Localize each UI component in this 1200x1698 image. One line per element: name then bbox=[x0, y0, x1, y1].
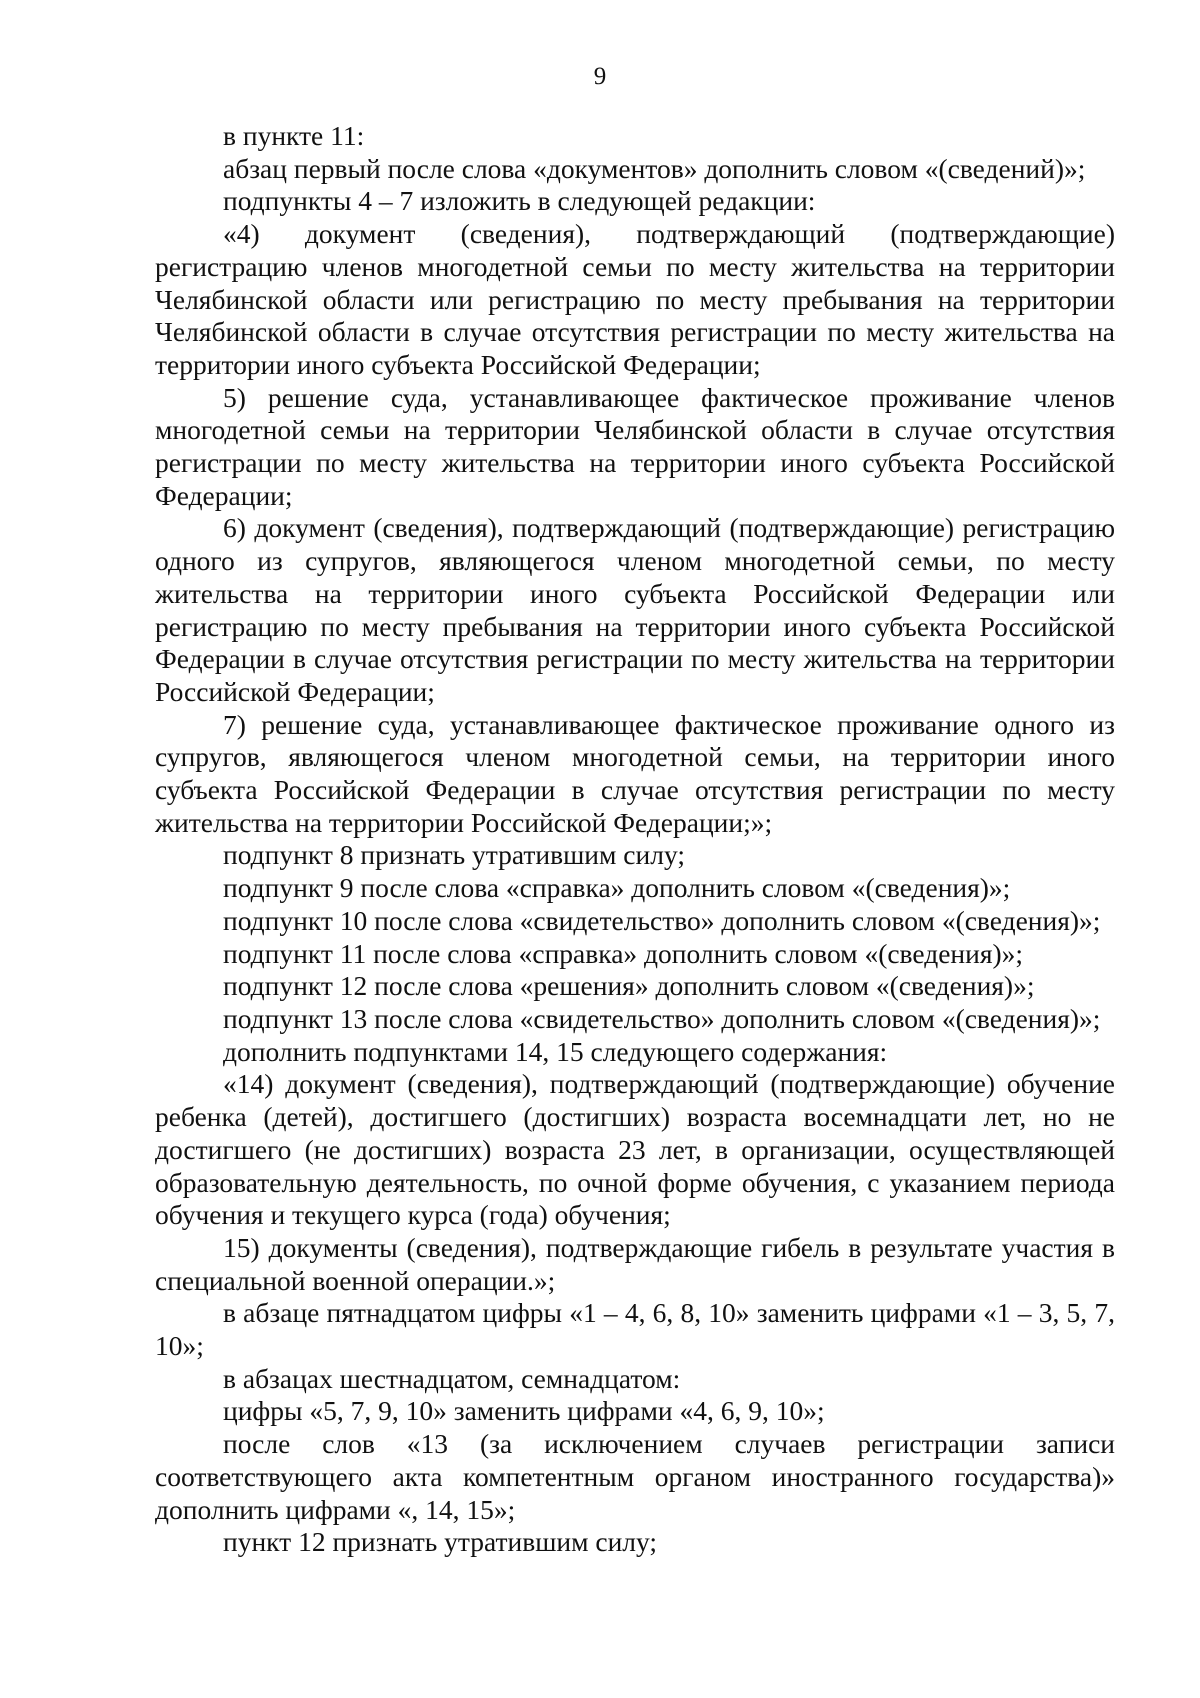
paragraph: подпункт 11 после слова «справка» дополнить словом «(сведения)»; bbox=[223, 937, 1024, 969]
paragraph: подпункт 10 после слова «свидетельство» дополнить словом «(сведения)»; bbox=[223, 904, 1101, 936]
paragraph: «4) документ (сведения), подтверждающий (подтверждающие) регистрацию членов многодетной семьи по месту жительства на территории Челябинской области или регистрацию по месту пребывания на территории Челябинской области в случае отсутствия регистрации по месту жительства на территории иного субъекта Российской Федерации; bbox=[155, 218, 1115, 380]
paragraph: «14) документ (сведения), подтверждающий (подтверждающие) обучение ребенка (детей), достигшего (достигших) возраста восемнадцати лет, но не достигшего (не достигших) возраста 23 лет, в организации, осуществляющей образовательную деятельность, по очной форме обучения, с указанием периода обучения и текущего курса (года) обучения; bbox=[155, 1068, 1115, 1231]
paragraph: цифры «5, 7, 9, 10» заменить цифрами «4, 6, 9, 10»; bbox=[223, 1395, 825, 1427]
paragraph: абзац первый после слова «документов» дополнить словом «(сведений)»; bbox=[223, 152, 1086, 184]
paragraph: пункт 12 признать утратившим силу; bbox=[223, 1526, 658, 1558]
paragraph: 6) документ (сведения), подтверждающий (подтверждающие) регистрацию одного из супругов, являющегося членом многодетной семьи, по месту жительства на территории иного субъекта Российской Федерации или регистрацию по месту пребывания на территории иного субъекта Российской Федерации в случае отсутствия регистрации по месту жительства на территории Российской Федерации; bbox=[155, 512, 1115, 707]
paragraph: подпункт 13 после слова «свидетельство» дополнить словом «(сведения)»; bbox=[223, 1002, 1101, 1034]
paragraph: подпункт 9 после слова «справка» дополнить словом «(сведения)»; bbox=[223, 872, 1011, 904]
document-body bbox=[155, 120, 1115, 1559]
paragraph: подпункт 12 после слова «решения» дополнить словом «(сведения)»; bbox=[223, 970, 1035, 1002]
paragraph: 5) решение суда, устанавливающее фактическое проживание членов многодетной семьи на территории Челябинской области в случае отсутствия регистрации по месту жительства на территории иного субъекта Российской Федерации; bbox=[155, 381, 1115, 511]
paragraph: 7) решение суда, устанавливающее фактическое проживание одного из супругов, являющегося членом многодетной семьи, на территории иного субъекта Российской Федерации в случае отсутствия регистрации по месту жительства на территории Российской Федерации;»; bbox=[155, 708, 1115, 838]
page-number: 9 bbox=[593, 63, 607, 90]
paragraph: 15) документы (сведения), подтверждающие гибель в результате участия в специальной военной операции.»; bbox=[155, 1231, 1115, 1296]
paragraph: подпункты 4 – 7 изложить в следующей редакции: bbox=[223, 185, 816, 217]
paragraph: в абзацах шестнадцатом, семнадцатом: bbox=[223, 1362, 681, 1394]
paragraph: в абзаце пятнадцатом цифры «1 – 4, 6, 8, 10» заменить цифрами «1 – 3, 5, 7, 10»; bbox=[155, 1297, 1115, 1362]
paragraph: после слов «13 (за исключением случаев регистрации записи соответствующего акта компетентным органом иностранного государства)» дополнить цифрами «, 14, 15»; bbox=[155, 1428, 1115, 1525]
paragraph: дополнить подпунктами 14, 15 следующего содержания: bbox=[223, 1035, 888, 1067]
paragraph: в пункте 11: bbox=[223, 120, 365, 151]
paragraph: подпункт 8 признать утратившим силу; bbox=[223, 839, 685, 871]
